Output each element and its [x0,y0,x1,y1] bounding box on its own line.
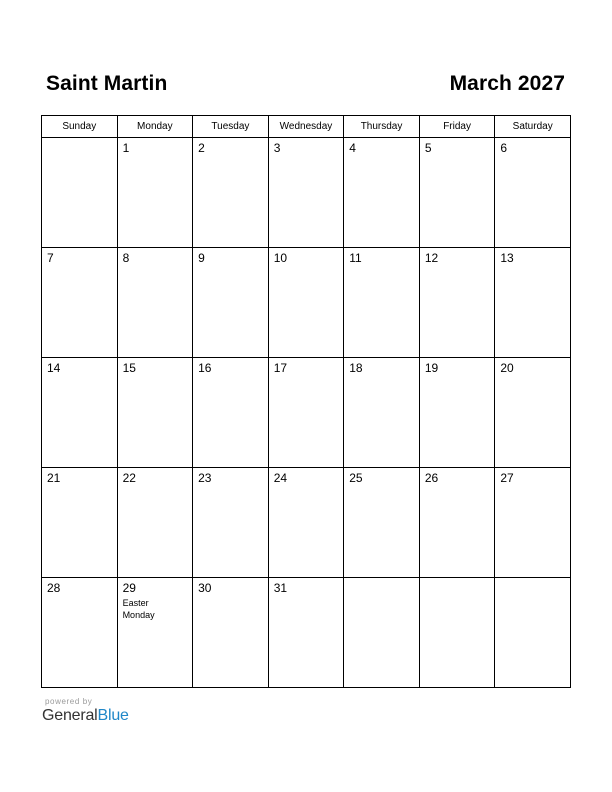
day-number: 14 [47,361,61,375]
day-number: 21 [47,471,61,485]
day-number: 23 [198,471,212,485]
calendar-week-row [42,578,571,688]
day-cell-3 [268,138,344,248]
day-cell-12 [419,248,495,358]
day-number: 10 [273,251,288,265]
day-number: 30 [198,581,212,595]
day-cell-28 [42,578,118,688]
day-number: 19 [424,361,439,375]
day-cell-empty [495,578,571,688]
day-number: 2 [198,141,205,155]
day-number: 31 [273,581,288,595]
calendar-week-row [42,468,571,578]
day-cell-24 [268,468,344,578]
powered-by-label: powered by [45,697,93,706]
day-cell-25 [344,468,420,578]
day-number: 15 [122,361,136,375]
day-cell-13 [495,248,571,358]
holiday-label: Easter Monday [122,598,155,620]
brand-name-general: General [42,707,98,724]
weekday-friday: Friday [419,116,495,138]
day-cell-8 [117,248,193,358]
day-number: 25 [349,471,363,485]
footer-branding [42,697,129,725]
day-number: 11 [349,251,362,265]
weekday-header-row [42,116,571,138]
day-cell-26 [419,468,495,578]
day-cell-7 [42,248,118,358]
day-number: 8 [122,251,130,265]
calendar-country-title: Saint Martin [46,72,168,95]
calendar-week-row [42,138,571,248]
day-number: 6 [500,141,508,155]
day-cell-6 [495,138,571,248]
day-cell-18 [344,358,420,468]
calendar-month-title: March 2027 [449,72,565,95]
day-cell-15 [117,358,193,468]
day-cell-empty [42,138,118,248]
day-number: 12 [424,251,439,265]
calendar-week-row [42,358,571,468]
day-number: 18 [349,361,363,375]
day-number: 5 [424,141,432,155]
day-cell-14 [42,358,118,468]
day-number: 3 [273,141,281,155]
day-number: 1 [122,141,130,155]
day-cell-22 [117,468,193,578]
calendar-grid [41,115,571,688]
day-number: 9 [198,251,205,265]
calendar-week-row [42,248,571,358]
day-cell-27 [495,468,571,578]
day-number: 13 [500,251,514,265]
day-cell-23 [193,468,269,578]
day-number: 4 [349,141,356,155]
weekday-monday: Monday [117,116,193,138]
day-number: 27 [500,471,514,485]
day-cell-empty [419,578,495,688]
day-cell-21 [42,468,118,578]
weekday-tuesday: Tuesday [193,116,269,138]
day-number: 26 [424,471,439,485]
day-number: 20 [500,361,514,375]
day-cell-9 [193,248,269,358]
day-cell-empty [344,578,420,688]
day-cell-1 [117,138,193,248]
weekday-thursday: Thursday [344,116,420,138]
day-number: 29 [122,581,136,595]
day-number: 28 [47,581,61,595]
day-cell-10 [268,248,344,358]
day-cell-31 [268,578,344,688]
day-cell-29 [117,578,193,688]
day-number: 16 [198,361,212,375]
day-cell-16 [193,358,269,468]
day-number: 22 [122,471,136,485]
day-number: 17 [273,361,288,375]
day-cell-19 [419,358,495,468]
day-cell-2 [193,138,269,248]
day-cell-20 [495,358,571,468]
day-cell-17 [268,358,344,468]
day-cell-4 [344,138,420,248]
generalblue-logo [42,707,129,725]
day-cell-30 [193,578,269,688]
day-cell-11 [344,248,420,358]
day-number: 7 [47,251,54,265]
day-cell-5 [419,138,495,248]
weekday-sunday: Sunday [42,116,118,138]
weekday-wednesday: Wednesday [268,116,344,138]
brand-name-blue: Blue [97,707,129,724]
weekday-saturday: Saturday [495,116,571,138]
day-number: 24 [273,471,288,485]
